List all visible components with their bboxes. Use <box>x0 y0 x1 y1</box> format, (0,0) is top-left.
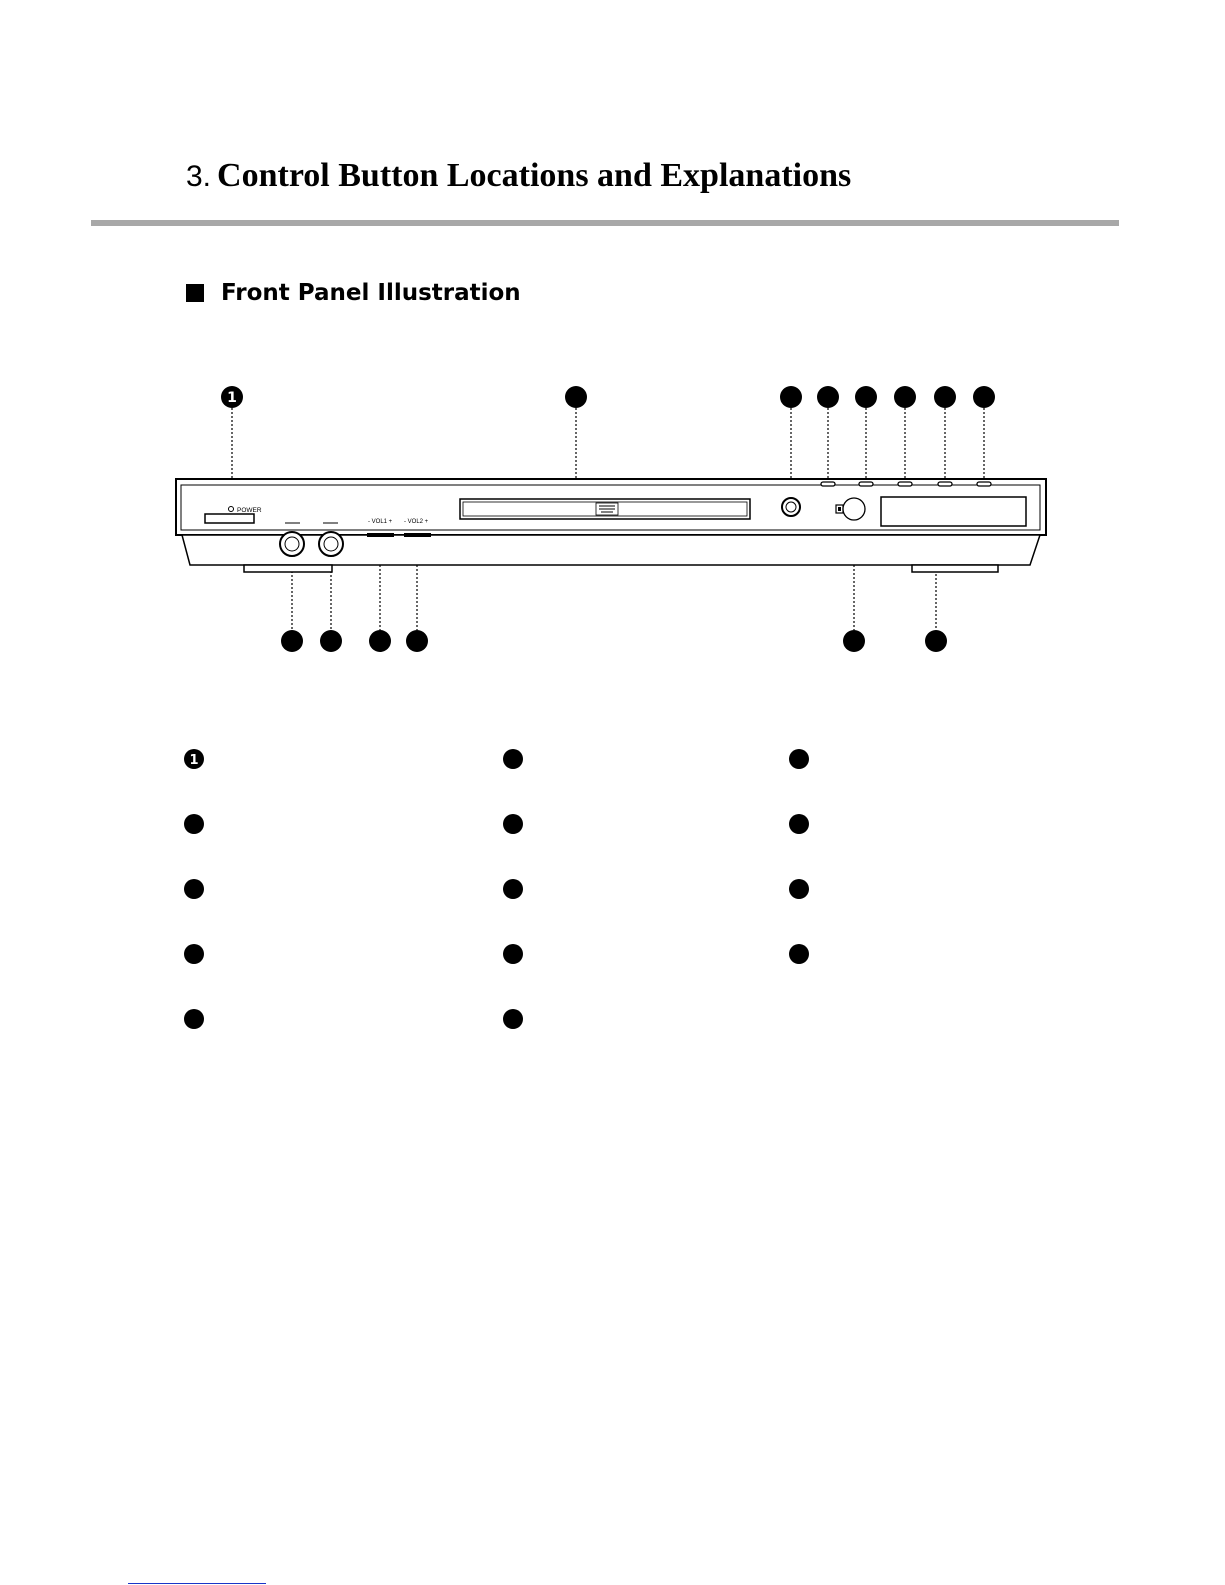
legend-callout-1-number: 1 <box>189 753 199 768</box>
section-number: 3. <box>186 160 212 193</box>
top-callouts <box>221 386 995 408</box>
power-button[interactable] <box>205 514 254 523</box>
callout-button-d <box>934 386 956 408</box>
vol2-label: - VOL2 + <box>404 519 429 525</box>
callout-button-a <box>817 386 839 408</box>
display-window <box>881 497 1026 526</box>
open-close-button <box>782 498 800 516</box>
subsection-title: Front Panel Illustration <box>221 280 521 306</box>
callout-button-c <box>894 386 916 408</box>
callout-button-b <box>855 386 877 408</box>
callout-disc-tray <box>565 386 587 408</box>
left-foot <box>244 565 332 572</box>
callout-button-e <box>973 386 995 408</box>
vol2-knob <box>404 533 431 537</box>
legend-callouts <box>184 749 809 1029</box>
disc-tray <box>460 499 750 519</box>
footer-link-line <box>128 1583 266 1584</box>
power-label: POWER <box>237 507 262 514</box>
callout-open-close <box>780 386 802 408</box>
callout-1-number: 1 <box>227 390 237 406</box>
bottom-callouts <box>281 630 947 652</box>
vol1-label: - VOL1 + <box>368 519 393 525</box>
vol1-knob <box>367 533 394 537</box>
section-title: Control Button Locations and Explanations <box>217 157 852 194</box>
right-foot <box>912 565 998 572</box>
